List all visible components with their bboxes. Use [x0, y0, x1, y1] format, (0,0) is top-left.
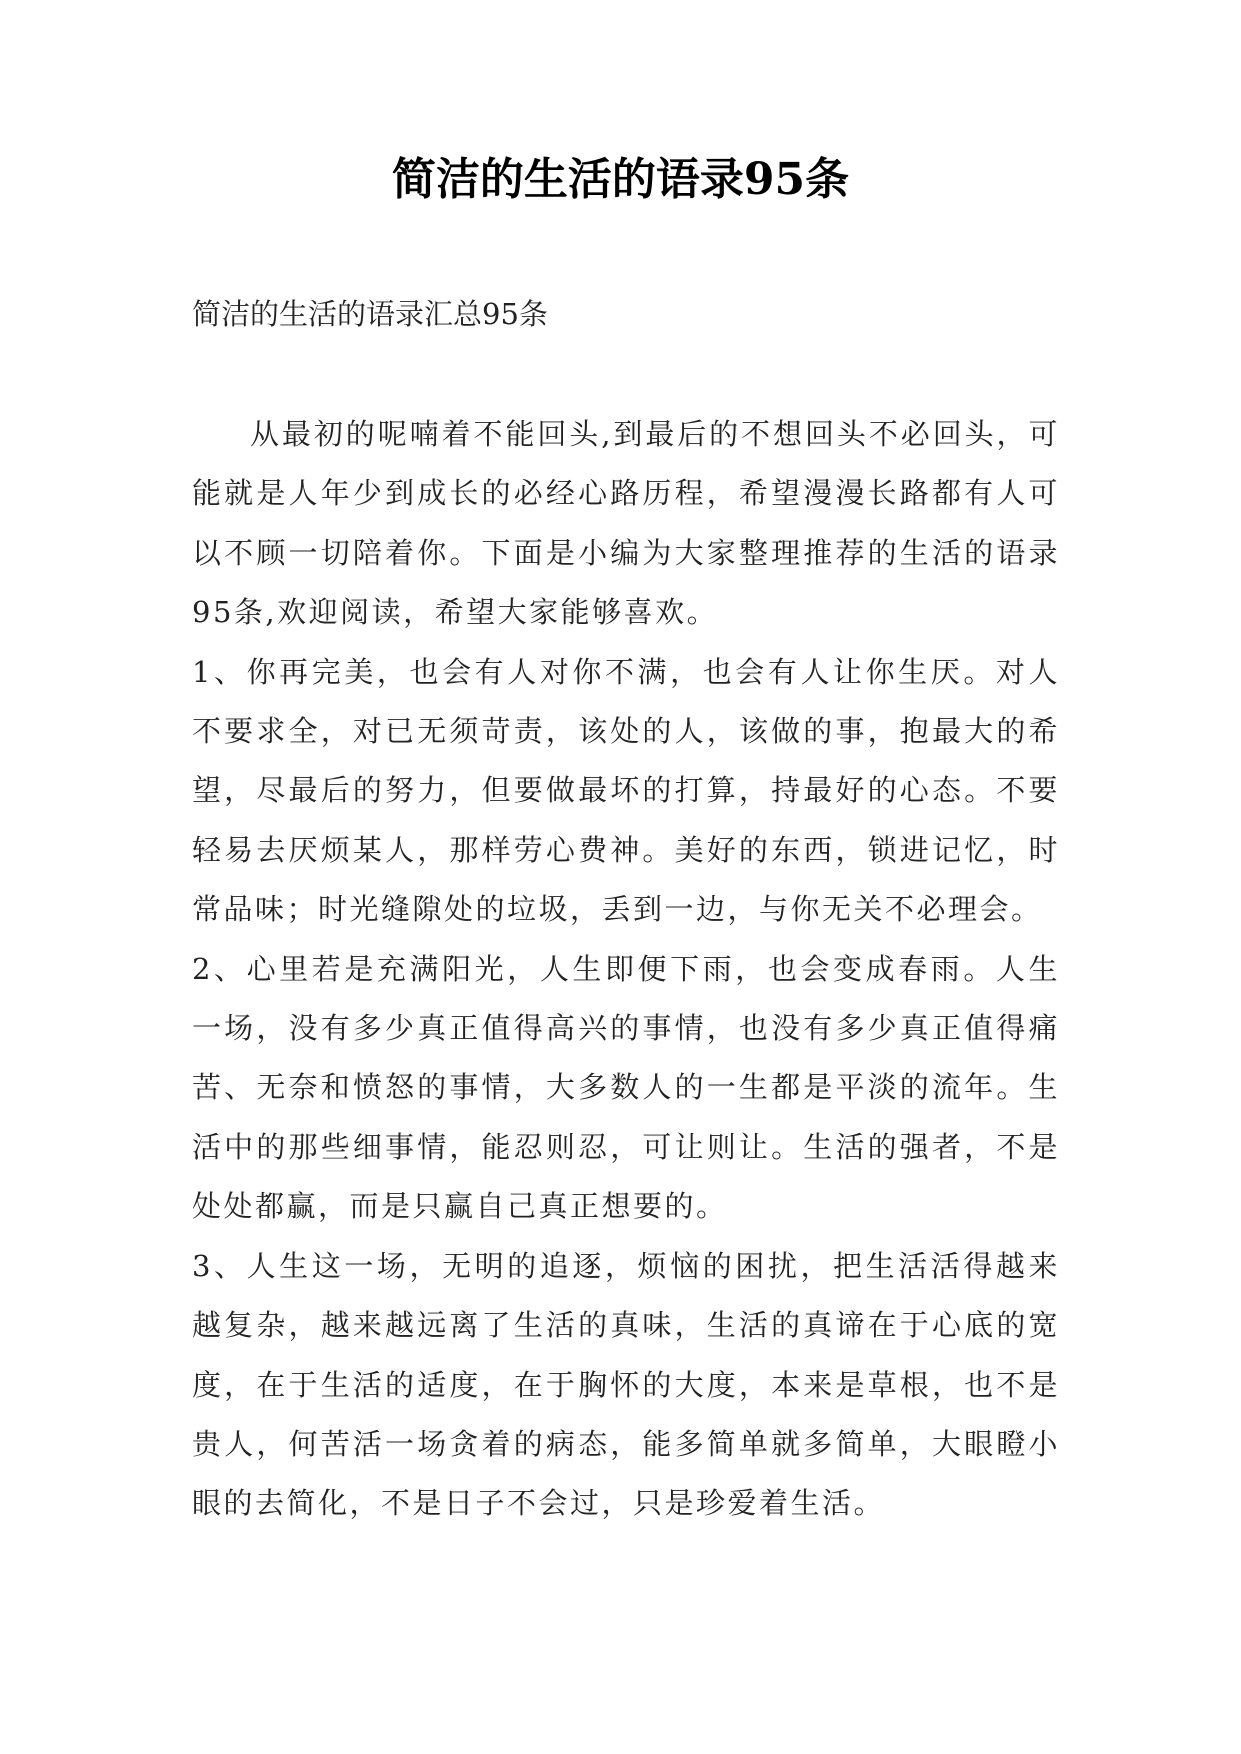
quote-item-3: 3、人生这一场，无明的追逐，烦恼的困扰，把生活活得越来越复杂，越来越远离了生活的真味，生活的真谛在于心底的宽度，在于生活的适度，在于胸怀的大度，本来是草根，也不是贵人，何苦活一场贪着的病态，能多简单就多简单，大眼瞪小眼的去简化，不是日子不会过，只是珍爱着生活。 — [192, 1248, 1060, 1521]
document-body — [192, 405, 1060, 1534]
document-title: 简洁的生活的语录95条 — [391, 154, 850, 205]
intro-paragraph: 从最初的呢喃着不能回头,到最后的不想回头不必回头，可能就是人年少到成长的必经心路历程，希望漫漫长路都有人可以不顾一切陪着你。下面是小编为大家整理推荐的生活的语录95条,欢迎阅读，希望大家能够喜欢。 — [192, 417, 1060, 630]
quote-item-2: 2、心里若是充满阳光，人生即便下雨，也会变成春雨。人生一场，没有多少真正值得高兴的事情，也没有多少真正值得痛苦、无奈和愤怒的事情，大多数人的一生都是平淡的流年。生活中的那些细事情，能忍则忍，可让则让。生活的强者，不是处处都赢，而是只赢自己真正想要的。 — [192, 951, 1060, 1224]
document-subtitle: 简洁的生活的语录汇总95条 — [192, 297, 548, 331]
quote-item-1: 1、你再完美，也会有人对你不满，也会有人让你生厌。对人不要求全，对已无须苛责，该处的人，该做的事，抱最大的希望，尽最后的努力，但要做最坏的打算，持最好的心态。不要轻易去厌烦某人，那样劳心费神。美好的东西，锁进记忆，时常品味；时光缝隙处的垃圾，丢到一边，与你无关不必理会。 — [192, 654, 1060, 927]
